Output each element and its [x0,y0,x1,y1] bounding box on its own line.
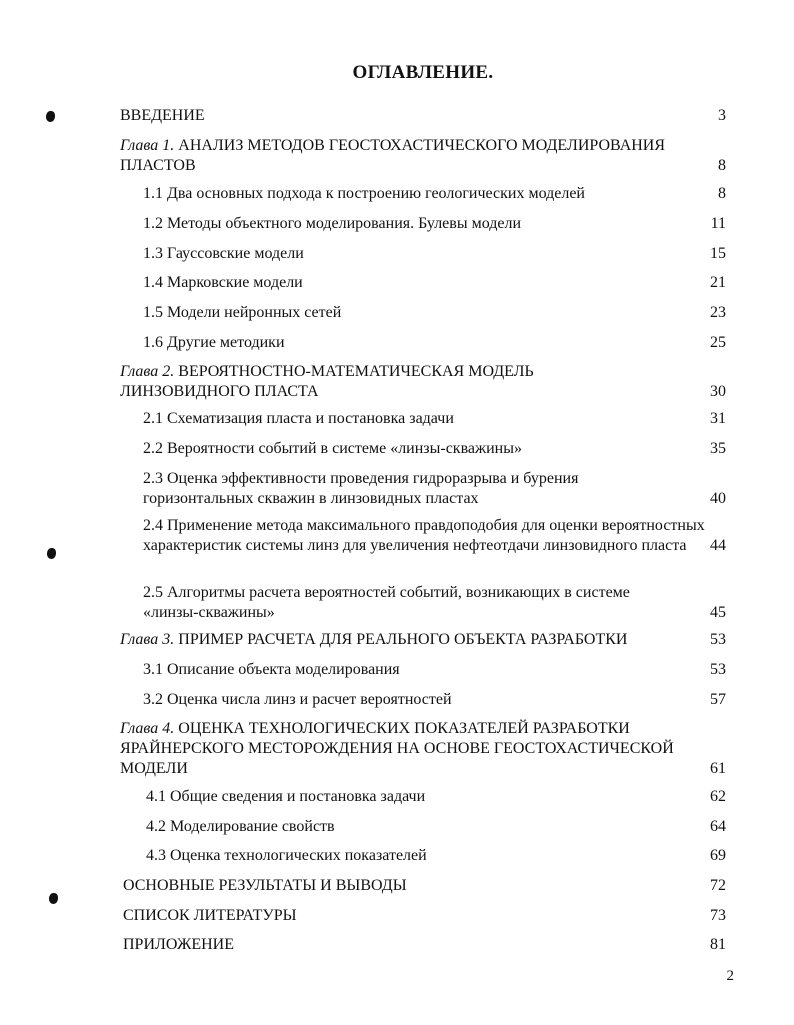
toc-entry-label: 1.1 Два основных подхода к построению геологических моделей [143,185,585,202]
toc-entry-page: 25 [710,334,726,351]
toc-entry-label: 1.6 Другие методики [143,334,285,351]
toc-entry-1-5[interactable] [143,303,726,323]
toc-entry-4-2[interactable] [146,817,726,837]
toc-entry-page: 11 [710,215,726,232]
toc-entry-page: 45 [710,604,726,621]
binding-hole-mark [47,548,56,559]
toc-entry-page: 69 [710,847,726,864]
toc-entry-page: 53 [710,631,726,648]
toc-entry-page: 64 [710,818,726,835]
toc-entry-page: 15 [710,245,726,262]
toc-entry-label: АНАЛИЗ МЕТОДОВ ГЕОСТОХАСТИЧЕСКОГО МОДЕЛИРОВАНИЯ ПЛАСТОВ [120,137,666,174]
toc-entry-appendix[interactable] [123,935,726,955]
toc-entry-label: 4.3 Оценка технологических показателей [146,847,427,864]
toc-entry-label: 2.3 Оценка эффективности проведения гидроразрыва и бурения горизонтальных скважин в линзовидных пластах [143,470,579,507]
toc-entry-3-1[interactable] [143,660,726,680]
toc-entry-label: ОСНОВНЫЕ РЕЗУЛЬТАТЫ И ВЫВОДЫ [123,877,407,894]
toc-entry-label: ПРИЛОЖЕНИЕ [123,936,235,953]
chapter-prefix: Глава 3. [120,631,175,648]
toc-entry-label: 1.5 Модели нейронных сетей [143,304,342,321]
toc-entry-page: 3 [718,107,726,124]
toc-entry-page: 62 [710,788,726,805]
toc-entry-page: 40 [710,490,726,507]
toc-entry-label: 4.2 Моделирование свойств [146,818,335,835]
toc-entry-page: 44 [710,537,726,554]
chapter-prefix: Глава 1. [120,137,175,154]
binding-hole-mark [49,893,58,904]
toc-entry-page: 21 [710,274,726,291]
toc-entry-page: 23 [710,304,726,321]
toc-entry-label: ОЦЕНКА ТЕХНОЛОГИЧЕСКИХ ПОКАЗАТЕЛЕЙ РАЗРАБОТКИ ЯРАЙНЕРСКОГО МЕСТОРОЖДЕНИЯ НА ОСНОВЕ ГЕОСТОХАСТИЧЕСКОЙ МОДЕЛИ [120,720,674,777]
toc-entry-page: 81 [710,936,726,953]
toc-entry-page: 8 [718,157,726,174]
toc-entry-label: 2.1 Схематизация пласта и постановка задачи [143,410,454,427]
toc-entry-label: 2.4 Применение метода максимального правдоподобия для оценки вероятностных характеристик системы линз для увеличения нефтеотдачи линзовидного пласта [143,517,705,554]
toc-entry-chapter-3[interactable] [120,630,726,650]
toc-entry-page: 53 [710,661,726,678]
toc-entry-page: 57 [710,691,726,708]
chapter-prefix: Глава 2. [120,363,175,380]
toc-entry-intro[interactable] [120,106,726,126]
page-title: ОГЛАВЛЕНИЕ. [352,62,494,83]
toc-entry-label: 2.5 Алгоритмы расчета вероятностей событий, возникающих в системе «линзы-скважины» [143,584,630,621]
toc-entry-references[interactable] [123,906,726,926]
toc-entry-chapter-4[interactable] [120,719,726,779]
binding-hole-mark [46,111,55,122]
toc-entry-chapter-1[interactable] [120,136,726,176]
chapter-prefix: Глава 4. [120,720,175,737]
toc-entry-4-3[interactable] [146,846,726,866]
toc-entry-1-2[interactable] [143,214,726,234]
toc-entry-1-1[interactable] [143,184,726,204]
toc-entry-results[interactable] [123,876,726,896]
toc-entry-label: 1.2 Методы объектного моделирования. Булевы модели [143,215,522,232]
toc-entry-4-1[interactable] [146,787,726,807]
toc-entry-3-2[interactable] [143,690,726,710]
toc-entry-1-3[interactable] [143,244,726,264]
toc-entry-2-5[interactable] [143,583,726,623]
toc-entry-label: 1.4 Марковские модели [143,274,303,291]
toc-entry-2-2[interactable] [143,439,726,459]
toc-entry-label: ВЕРОЯТНОСТНО-МАТЕМАТИЧЕСКАЯ МОДЕЛЬ ЛИНЗОВИДНОГО ПЛАСТА [120,363,534,400]
toc-entry-2-3[interactable] [143,469,726,509]
toc-entry-label: 2.2 Вероятности событий в системе «линзы-скважины» [143,440,522,457]
page-number: 2 [726,968,734,984]
toc-entry-page: 73 [710,907,726,924]
toc-entry-chapter-2[interactable] [120,362,726,402]
toc-entry-label: 3.2 Оценка числа линз и расчет вероятностей [143,691,452,708]
toc-entry-1-4[interactable] [143,273,726,293]
toc-entry-2-4[interactable] [143,516,726,556]
toc-entry-label: СПИСОК ЛИТЕРАТУРЫ [123,907,297,924]
toc-entry-page: 31 [710,410,726,427]
toc-entry-1-6[interactable] [143,333,726,353]
toc-entry-page: 8 [718,185,726,202]
toc-entry-label: 1.3 Гауссовские модели [143,245,304,262]
toc-entry-label: 3.1 Описание объекта моделирования [143,661,400,678]
toc-entry-page: 61 [710,760,726,777]
toc-entry-page: 30 [710,383,726,400]
toc-entry-label: ПРИМЕР РАСЧЕТА ДЛЯ РЕАЛЬНОГО ОБЪЕКТА РАЗРАБОТКИ [178,631,628,648]
toc-entry-label: 4.1 Общие сведения и постановка задачи [146,788,426,805]
toc-entry-label: ВВЕДЕНИЕ [120,107,205,124]
toc-entry-page: 35 [710,440,726,457]
toc-entry-page: 72 [710,877,726,894]
toc-entry-2-1[interactable] [143,409,726,429]
